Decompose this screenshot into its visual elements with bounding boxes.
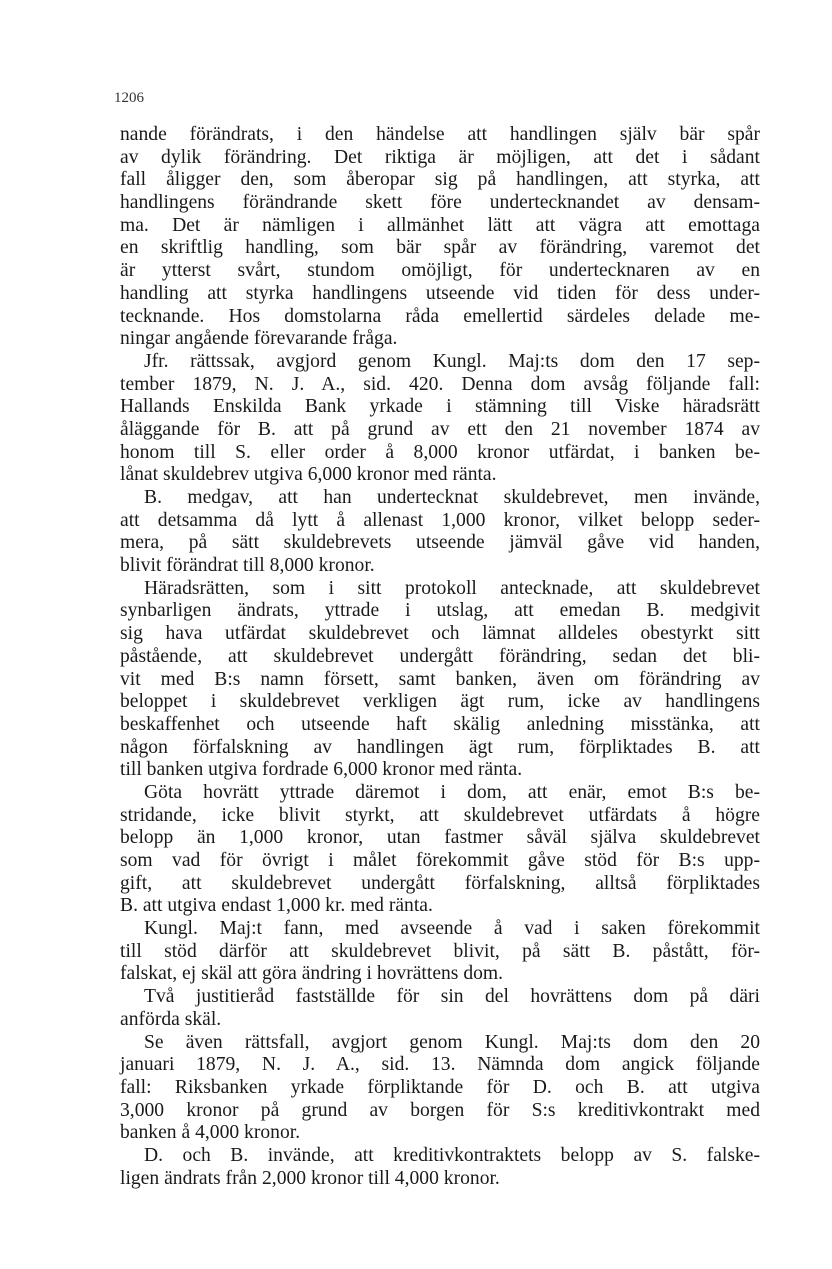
text-line: handlingens förändrande skett före undertecknandet av densam- [120, 192, 760, 214]
text-line: Två justitieråd fastställde för sin del hovrättens dom på däri [144, 986, 760, 1008]
text-line: 3,000 kronor på grund av borgen för S:s kreditivkontrakt med [120, 1099, 760, 1121]
text-line: tecknande. Hos domstolarna råda emellertid särdeles delade me- [120, 305, 760, 327]
text-line: påstående, att skuldebrevet undergått förändring, sedan det bli- [120, 645, 760, 667]
text-line: anförda skäl. [120, 1008, 222, 1030]
text-line: till stöd därför att skuldebrevet blivit, på sätt B. påstått, för- [120, 940, 760, 962]
text-line: mera, på sätt skuldebrevets utseende jämväl gåve vid handen, [120, 532, 760, 554]
text-line: beloppet i skuldebrevet verkligen ägt rum, icke av handlingens [120, 691, 760, 713]
text-line: någon förfalskning av handlingen ägt rum, förpliktades B. att [120, 736, 760, 758]
text-line: vit med B:s namn försett, samt banken, även om förändring av [120, 668, 760, 690]
text-line: sig hava utfärdat skuldebrevet och lämnat alldeles obestyrkt sitt [120, 623, 760, 645]
text-line: Jfr. rättssak, avgjord genom Kungl. Maj:ts dom den 17 sep- [144, 350, 760, 372]
text-line: fall åligger den, som åberopar sig på handlingen, att styrka, att [120, 169, 760, 191]
text-line: Se även rättsfall, avgjort genom Kungl. Maj:ts dom den 20 [144, 1031, 760, 1053]
text-line: januari 1879, N. J. A., sid. 13. Nämnda dom angick följande [120, 1054, 760, 1076]
text-line: ningar angående förevarande fråga. [120, 328, 398, 350]
text-line: honom till S. eller order å 8,000 kronor utfärdat, i banken be- [120, 441, 760, 463]
text-line: B. att utgiva endast 1,000 kr. med ränta. [120, 895, 433, 917]
text-line: belopp än 1,000 kronor, utan fastmer såväl själva skuldebrevet [120, 827, 760, 849]
text-line: ligen ändrats från 2,000 kronor till 4,000 kronor. [120, 1167, 500, 1189]
text-line: falskat, ej skäl att göra ändring i hovrättens dom. [120, 963, 504, 985]
text-line: är ytterst svårt, stundom omöjligt, för undertecknaren av en [120, 260, 760, 282]
text-line: som vad för övrigt i målet förekommit gåve stöd för B:s upp- [120, 850, 760, 871]
page-number: 1206 [114, 90, 144, 106]
text-line: gift, att skuldebrevet undergått förfalskning, alltså förpliktades [120, 872, 760, 894]
text-line: att detsamma då lytt å allenast 1,000 kronor, vilket belopp seder- [120, 509, 760, 531]
text-line: D. och B. invände, att kreditivkontraktets belopp av S. falske- [144, 1144, 760, 1166]
text-line: lånat skuldebrev utgiva 6,000 kronor med ränta. [120, 464, 497, 486]
text-line: banken å 4,000 kronor. [120, 1122, 301, 1144]
text-line: handling att styrka handlingens utseende vid tiden för dess under- [120, 282, 760, 304]
text-line: ma. Det är nämligen i allmänhet lätt att vägra att emottaga [120, 214, 760, 236]
text-line: till banken utgiva fordrade 6,000 kronor med ränta. [120, 759, 523, 781]
text-line: stridande, icke blivit styrkt, att skuldebrevet utfärdats å högre [120, 804, 760, 826]
text-line: beskaffenhet och utseende haft skälig anledning misstänka, att [120, 713, 760, 735]
body-text [120, 124, 760, 1190]
text-line: en skriftlig handling, som bär spår av förändring, varemot det [120, 237, 760, 259]
text-line: nande förändrats, i den händelse att handlingen själv bär spår [120, 124, 760, 145]
text-line: tember 1879, N. J. A., sid. 420. Denna dom avsåg följande fall: [120, 373, 760, 395]
text-line: av dylik förändring. Det riktiga är möjligen, att det i sådant [120, 146, 760, 168]
text-line: synbarligen ändrats, yttrade i utslag, att emedan B. medgivit [120, 600, 760, 622]
text-line: Göta hovrätt yttrade däremot i dom, att enär, emot B:s be- [144, 781, 760, 803]
text-line: B. medgav, att han undertecknat skuldebrevet, men invände, [144, 487, 760, 508]
text-line: Häradsrätten, som i sitt protokoll antecknade, att skuldebrevet [144, 577, 760, 599]
text-line: åläggande för B. att på grund av ett den 21 november 1874 av [120, 418, 760, 440]
text-line: blivit förändrat till 8,000 kronor. [120, 555, 375, 577]
text-line: fall: Riksbanken yrkade förpliktande för D. och B. att utgiva [120, 1076, 760, 1098]
text-line: Hallands Enskilda Bank yrkade i stämning till Viske häradsrätt [120, 396, 760, 418]
text-line: Kungl. Maj:t fann, med avseende å vad i saken förekommit [144, 918, 760, 940]
